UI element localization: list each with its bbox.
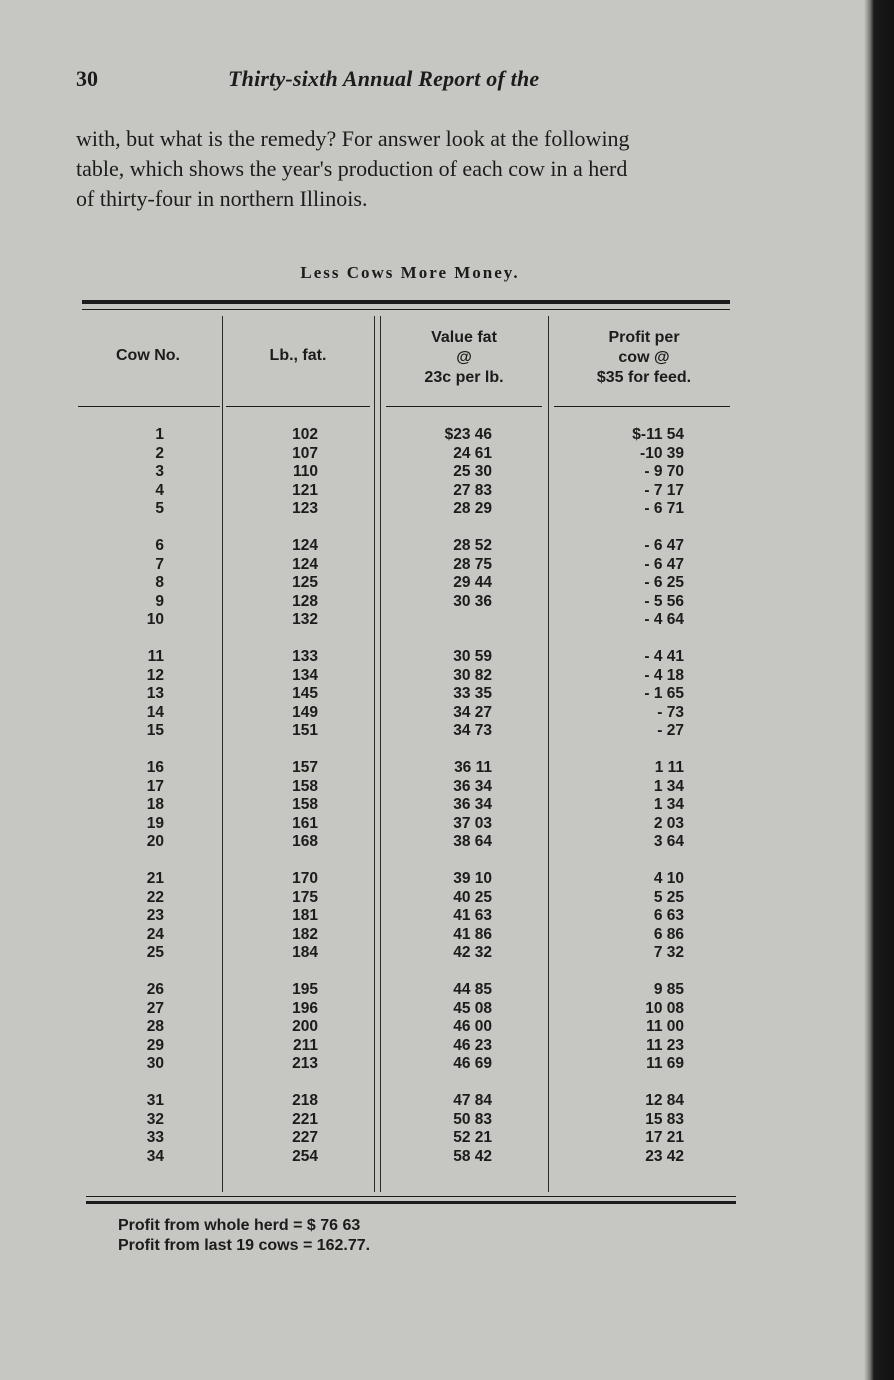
table-row <box>0 556 860 575</box>
table-body <box>0 426 860 1203</box>
cell-profit: - 6 47 <box>644 537 684 554</box>
cell-value: 33 35 <box>453 685 492 703</box>
cell-profit: - 9 70 <box>644 463 684 481</box>
table-row <box>0 611 860 630</box>
header-bottom-rule <box>78 406 220 407</box>
cell-profit: 1 11 <box>654 759 684 776</box>
cell-cow-no: 4 <box>155 481 164 499</box>
cell-cow-no: 7 <box>155 555 164 573</box>
cell-lb-fat: 170 <box>292 870 318 887</box>
cell-cow-no: 25 <box>146 944 164 962</box>
table-row <box>0 926 860 945</box>
cell-lb-fat: 196 <box>292 999 318 1017</box>
cell-profit: - 6 25 <box>644 574 684 592</box>
cell-profit: - 7 17 <box>644 481 684 499</box>
cell-cow-no: 30 <box>146 1055 164 1073</box>
cell-value: 42 32 <box>453 944 492 962</box>
cell-cow-no: 24 <box>146 925 164 943</box>
cell-value: 25 30 <box>453 463 492 481</box>
table-row <box>0 944 860 963</box>
cell-lb-fat: 158 <box>292 796 318 814</box>
table-top-rule-thin <box>82 309 730 310</box>
cell-profit: 3 64 <box>653 833 684 851</box>
cell-profit: 6 86 <box>653 925 684 943</box>
table-bottom-rule <box>86 1201 736 1204</box>
page-edge <box>864 0 894 1380</box>
table-row <box>0 907 860 926</box>
table-row <box>0 1111 860 1130</box>
cell-lb-fat: 128 <box>292 592 318 610</box>
cell-value: 34 27 <box>453 703 492 721</box>
cell-lb-fat: 124 <box>292 555 318 573</box>
cell-profit: - 4 41 <box>644 648 684 665</box>
cell-value: 27 83 <box>453 481 492 499</box>
table-title: Less Cows More Money. <box>300 263 520 282</box>
cell-cow-no: 14 <box>146 703 164 721</box>
cell-cow-no: 31 <box>146 1092 164 1109</box>
table-row <box>0 778 860 797</box>
page-number: 30 <box>76 66 98 91</box>
cell-profit: 11 69 <box>646 1055 684 1073</box>
table-row <box>0 426 860 445</box>
table-row <box>0 685 860 704</box>
cell-cow-no: 12 <box>146 666 164 684</box>
table-row <box>0 1092 860 1111</box>
table-row <box>0 482 860 501</box>
row-group <box>0 426 860 537</box>
cell-lb-fat: 149 <box>292 703 318 721</box>
table-row <box>0 889 860 908</box>
cell-cow-no: 16 <box>146 759 164 776</box>
header-bottom-rule <box>554 406 730 407</box>
cell-value: 46 69 <box>453 1055 492 1073</box>
cell-cow-no: 11 <box>147 648 164 665</box>
cell-profit: 2 03 <box>653 814 684 832</box>
cell-profit: - 1 65 <box>644 685 684 703</box>
cell-profit: 12 84 <box>645 1092 684 1109</box>
cell-lb-fat: 213 <box>292 1055 318 1073</box>
cell-value: 36 11 <box>454 759 492 776</box>
cell-lb-fat: 181 <box>292 907 318 925</box>
cell-cow-no: 34 <box>146 1147 164 1165</box>
header-cow-no: Cow No. <box>116 347 180 364</box>
cell-lb-fat: 211 <box>292 1036 318 1054</box>
table-row <box>0 463 860 482</box>
cell-lb-fat: 158 <box>292 777 318 795</box>
cell-value: 24 61 <box>453 444 492 462</box>
row-group <box>0 870 860 981</box>
cell-value: 30 59 <box>453 648 492 665</box>
intro-paragraph <box>76 124 730 214</box>
cell-lb-fat: 157 <box>292 759 318 776</box>
cell-cow-no: 15 <box>146 722 164 740</box>
cell-lb-fat: 110 <box>292 463 318 481</box>
cell-profit: 10 08 <box>645 999 684 1017</box>
table-row <box>0 593 860 612</box>
cell-lb-fat: 200 <box>292 1018 318 1036</box>
cell-cow-no: 19 <box>146 814 164 832</box>
cell-value: 52 21 <box>453 1129 492 1147</box>
header-bottom-rule <box>386 406 542 407</box>
cell-profit: 1 34 <box>653 796 684 814</box>
cell-value: 38 64 <box>453 833 492 851</box>
cell-value: 40 25 <box>453 888 492 906</box>
cell-profit: 9 85 <box>653 981 684 998</box>
cell-value: 36 34 <box>453 796 492 814</box>
cell-profit: 5 25 <box>653 888 684 906</box>
row-group <box>0 537 860 648</box>
table-row <box>0 1148 860 1167</box>
cell-lb-fat: 218 <box>292 1092 318 1109</box>
table-row <box>0 981 860 1000</box>
table-row <box>0 445 860 464</box>
table-row <box>0 815 860 834</box>
intro-line: with, but what is the remedy? For answer look at the following <box>76 126 630 151</box>
cell-profit: 11 23 <box>646 1036 684 1054</box>
cell-profit: $-11 54 <box>632 426 684 443</box>
cell-lb-fat: 151 <box>292 722 318 740</box>
cell-cow-no: 18 <box>146 796 164 814</box>
cell-profit: 15 83 <box>645 1110 684 1128</box>
cell-profit: - 6 47 <box>644 555 684 573</box>
cell-lb-fat: 221 <box>292 1110 318 1128</box>
cell-cow-no: 20 <box>146 833 164 851</box>
table-row <box>0 704 860 723</box>
row-group <box>0 1092 860 1203</box>
cell-value: 44 85 <box>453 981 492 998</box>
cell-cow-no: 22 <box>146 888 164 906</box>
footer-last-19: Profit from last 19 cows = 162.77. <box>118 1237 371 1254</box>
cell-profit: - 4 64 <box>644 611 684 629</box>
cell-cow-no: 17 <box>146 777 164 795</box>
cell-cow-no: 3 <box>155 463 164 481</box>
cell-lb-fat: 145 <box>292 685 318 703</box>
table-row <box>0 500 860 519</box>
cell-value: 46 00 <box>453 1018 492 1036</box>
cell-lb-fat: 124 <box>292 537 318 554</box>
cell-lb-fat: 121 <box>292 481 318 499</box>
cell-profit: 17 21 <box>645 1129 684 1147</box>
cell-profit: 1 34 <box>653 777 684 795</box>
cell-value: 37 03 <box>453 814 492 832</box>
cell-lb-fat: 125 <box>292 574 318 592</box>
cell-lb-fat: 175 <box>292 888 318 906</box>
cell-cow-no: 28 <box>146 1018 164 1036</box>
cell-value: 30 82 <box>453 666 492 684</box>
table-row <box>0 667 860 686</box>
cell-cow-no: 1 <box>155 426 164 443</box>
cell-value: 46 23 <box>453 1036 492 1054</box>
cell-lb-fat: 184 <box>292 944 318 962</box>
table-row <box>0 1055 860 1074</box>
cell-lb-fat: 168 <box>292 833 318 851</box>
cell-value: 47 84 <box>453 1092 492 1109</box>
cell-cow-no: 32 <box>146 1110 164 1128</box>
cell-profit: 11 00 <box>646 1018 684 1036</box>
cell-profit: - 5 56 <box>644 592 684 610</box>
cell-value: 45 08 <box>453 999 492 1017</box>
cell-profit: 7 32 <box>653 944 684 962</box>
page-header <box>76 66 776 100</box>
cell-value: 30 36 <box>453 592 492 610</box>
intro-line: of thirty-four in northern Illinois. <box>76 186 368 211</box>
table-row <box>0 796 860 815</box>
cell-value: 34 73 <box>453 722 492 740</box>
cell-lb-fat: 133 <box>292 648 318 665</box>
table-row <box>0 870 860 889</box>
cell-lb-fat: 227 <box>292 1129 318 1147</box>
cell-value: $23 46 <box>444 426 492 443</box>
table-row <box>0 833 860 852</box>
cell-value: 36 34 <box>453 777 492 795</box>
cell-cow-no: 6 <box>155 537 164 554</box>
cell-value: 58 42 <box>453 1147 492 1165</box>
cell-cow-no: 33 <box>146 1129 164 1147</box>
cell-profit: 4 10 <box>653 870 684 887</box>
cell-value: 39 10 <box>453 870 492 887</box>
cell-cow-no: 26 <box>146 981 164 998</box>
cell-cow-no: 29 <box>146 1036 164 1054</box>
cell-profit: - 27 <box>657 722 684 740</box>
row-group <box>0 759 860 870</box>
cell-cow-no: 21 <box>146 870 164 887</box>
cell-lb-fat: 182 <box>292 925 318 943</box>
intro-line: table, which shows the year's production of each cow in a herd <box>76 156 628 181</box>
table-row <box>0 1129 860 1148</box>
cell-lb-fat: 195 <box>292 981 318 998</box>
cell-value: 41 63 <box>453 907 492 925</box>
cell-value: 28 52 <box>453 537 492 554</box>
cell-cow-no: 23 <box>146 907 164 925</box>
cell-profit: - 73 <box>657 703 684 721</box>
cell-value: 50 83 <box>453 1110 492 1128</box>
table-row <box>0 648 860 667</box>
cell-cow-no: 9 <box>155 592 164 610</box>
cell-lb-fat: 254 <box>292 1147 318 1165</box>
cell-cow-no: 13 <box>146 685 164 703</box>
cell-profit: -10 39 <box>640 444 684 462</box>
footer-whole-herd: Profit from whole herd = $ 76 63 <box>118 1217 361 1234</box>
table-row <box>0 759 860 778</box>
header-bottom-rule <box>226 406 370 407</box>
cell-cow-no: 5 <box>155 500 164 518</box>
cell-cow-no: 2 <box>155 444 164 462</box>
cell-profit: 6 63 <box>653 907 684 925</box>
row-group <box>0 648 860 759</box>
cell-lb-fat: 134 <box>292 666 318 684</box>
cell-profit: 23 42 <box>645 1147 684 1165</box>
cell-cow-no: 10 <box>146 611 164 629</box>
table-row <box>0 1018 860 1037</box>
running-title: Thirty-sixth Annual Report of the <box>228 66 540 91</box>
cell-value: 29 44 <box>453 574 492 592</box>
header-lb-fat: Lb., fat. <box>269 347 327 364</box>
table-row <box>0 722 860 741</box>
table-row <box>0 1000 860 1019</box>
cell-lb-fat: 161 <box>292 814 318 832</box>
table-bottom-rule-thin <box>86 1196 736 1197</box>
table-row <box>0 537 860 556</box>
cell-lb-fat: 102 <box>292 426 318 443</box>
header-value-fat: Value fat @ 23c per lb. <box>424 329 504 386</box>
cell-lb-fat: 107 <box>292 444 318 462</box>
cell-value: 41 86 <box>453 925 492 943</box>
table-top-rule <box>82 300 730 304</box>
cell-value: 28 29 <box>453 500 492 518</box>
table-row <box>0 574 860 593</box>
cell-lb-fat: 123 <box>292 500 318 518</box>
row-group <box>0 981 860 1092</box>
cell-cow-no: 27 <box>146 999 164 1017</box>
cell-lb-fat: 132 <box>292 611 318 629</box>
cell-profit: - 6 71 <box>644 500 684 518</box>
table-footer <box>118 1216 370 1256</box>
header-profit: Profit per cow @ $35 for feed. <box>596 329 692 386</box>
cell-cow-no: 8 <box>155 574 164 592</box>
cell-profit: - 4 18 <box>644 666 684 684</box>
cell-value: 28 75 <box>453 555 492 573</box>
table-row <box>0 1037 860 1056</box>
